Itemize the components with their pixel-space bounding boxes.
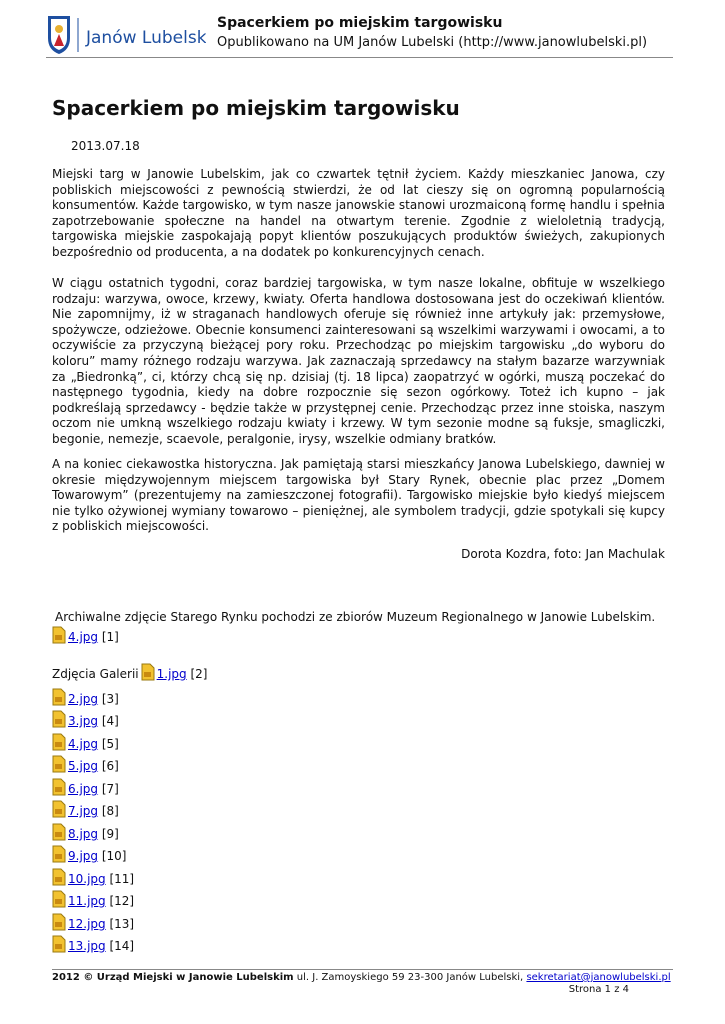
footer-divider [52,969,673,970]
gallery-item [52,800,119,818]
gallery-file-ref: [4] [101,714,119,728]
header-title: Spacerkiem po miejskim targowisku [217,15,503,31]
gallery-item [52,688,119,706]
paragraph-1: Miejski targ w Janowie Lubelskim, jak co czwartek tętnił życiem. Każdy mieszkaniec Janowa, czy pobliskich miejscowości z pewnością stwierdzi, że od lat cieszy się on ogromną popularnością konsumentów. Każde targowisko, w tym nasze janowskie stanowi urozmaiconą formę handlu i spełnia zapotrzebowanie społeczne na handel na otwartym terenie. Zgodnie z wieloletnią tradycją, targowiska miejskie zaspokajają popyt klientów poszukujących produktów świeżych, zakupionych bezpośrednio od producenta, a na dodatek po konkurencyjnych cenach. [52,167,665,259]
paragraph-3: A na koniec ciekawostka historyczna. Jak pamiętają starsi mieszkańcy Janowa Lubelskiego, dawniej w okresie międzywojennym miejscem targowiska był Stary Rynek, obecnie plac przez „Domem Towarowym” (prezentujemy na zamieszczonej fotografii). Targowisko miejskie było kiedyś miejscem nie tylko ożywionej wymiany towarowo – pieniężnej, ale symbolem tradycji, gdzie spotykali się kupcy z pobliskich miejscowości. [52,457,665,534]
gallery-label: Zdjęcia Galerii [52,667,139,681]
image-file-icon [52,755,66,773]
gallery-file-link[interactable]: 4.jpg [68,737,99,751]
gallery-file-link[interactable]: 11.jpg [68,894,106,908]
gallery-file-ref: [9] [101,827,119,841]
gallery-file-ref: [14] [109,939,135,953]
logo-text: Janów Lubelski [86,28,206,48]
gallery-file-ref: [11] [109,872,135,886]
gallery-file-link[interactable]: 5.jpg [68,759,99,773]
gallery-file-ref: [7] [101,782,119,796]
image-file-icon [52,688,66,706]
image-file-icon [141,663,155,681]
gallery-file-ref: [8] [101,804,119,818]
page-number: Strona 1 z 4 [568,984,629,995]
gallery-item [52,935,134,953]
archive-file-link[interactable]: 4.jpg [68,630,99,644]
header-subtitle: Opublikowano na UM Janów Lubelski (http://www.janowlubelski.pl) [217,35,648,50]
page-title: Spacerkiem po miejskim targowisku [52,96,460,120]
gallery-item [52,733,119,751]
author-signature: Dorota Kozdra, foto: Jan Machulak [461,547,665,561]
site-logo [46,12,206,56]
gallery-item [52,710,119,728]
gallery-item [52,845,127,863]
image-file-icon [52,710,66,728]
archive-file [52,626,119,644]
footer-copyright: 2012 © Urząd Miejski w Janowie Lubelskim [52,972,294,983]
gallery-file-ref: [3] [101,692,119,706]
gallery-file-link[interactable]: 7.jpg [68,804,99,818]
gallery-first [52,663,207,681]
footer-address: ul. J. Zamoyskiego 59 23-300 Janów Lubelski, [296,972,524,983]
gallery-file-ref: [12] [109,894,135,908]
gallery-file-link[interactable]: 9.jpg [68,849,99,863]
gallery-file-ref: [13] [109,917,135,931]
image-file-icon [52,935,66,953]
gallery-file-link[interactable]: 6.jpg [68,782,99,796]
gallery-file-link[interactable]: 1.jpg [156,667,187,681]
image-file-icon [52,890,66,908]
header-divider [46,57,673,58]
gallery-file-link[interactable]: 3.jpg [68,714,99,728]
image-file-icon [52,913,66,931]
gallery-file-link[interactable]: 13.jpg [68,939,106,953]
image-file-icon [52,778,66,796]
gallery-item [52,823,119,841]
gallery-file-link[interactable]: 12.jpg [68,917,106,931]
image-file-icon [52,626,66,644]
gallery-file-ref: [2] [190,667,208,681]
gallery-item [52,868,134,886]
gallery-file-ref: [10] [101,849,127,863]
image-file-icon [52,845,66,863]
gallery-file-ref: [5] [101,737,119,751]
archive-caption: Archiwalne zdjęcie Starego Rynku pochodzi ze zbiorów Muzeum Regionalnego w Janowie Lubelskim. [55,610,656,624]
archive-file-ref: [1] [101,630,119,644]
footer-email-link[interactable]: sekretariat@janowlubelski.pl [526,972,671,983]
image-file-icon [52,800,66,818]
footer [52,972,671,983]
gallery-item [52,778,119,796]
image-file-icon [52,733,66,751]
gallery-file-link[interactable]: 10.jpg [68,872,106,886]
image-file-icon [52,868,66,886]
publish-date: 2013.07.18 [71,139,140,153]
gallery-file-link[interactable]: 2.jpg [68,692,99,706]
gallery-item [52,890,134,908]
gallery-file-link[interactable]: 8.jpg [68,827,99,841]
gallery-item [52,755,119,773]
image-file-icon [52,823,66,841]
gallery-item [52,913,134,931]
gallery-file-ref: [6] [101,759,119,773]
paragraph-2: W ciągu ostatnich tygodni, coraz bardziej targowiska, w tym nasze lokalne, obfituje w wszelkiego rodzaju: warzywa, owoce, krzewy, kwiaty. Oferta handlowa dostosowana jest do oczekiwań klientów. Nie zapomnijmy, iż w straganach handlowych oferuje się również inne artykuły jak: przemysłowe, spożywcze, odzieżowe. Obecnie konsumenci zainteresowani są wszelkimi warzywami i owocami, a to oczywiście za przyczyną bieżącej pory roku. Przechodząc po miejskim targowisku „do wyboru do koloru” mamy różnego rodzaju warzywa. Jak zaznaczają sprzedawcy na stałym bazarze warzywniak za „Biedronką”, ci, którzy chcą się np. dzisiaj (tj. 18 lipca) zaopatrzyć w ogórki, muszą poczekać do następnego tygodnia, kiedy na dobre rozpocznie się sezon ogórkowy. Toteż ich kupno – jak podkreślają sprzedawcy - będzie także w przystępnej cenie. Przechodząc przez inne stoiska, naszym oczom nie umkną wszelkiego rodzaju kwiaty i krzewy. W tym sezonie modne są fuksje, smagliczki, begonie, nemezje, scaevole, peralgonie, irysy, wszelkie odmiany bratków. [52,276,665,446]
